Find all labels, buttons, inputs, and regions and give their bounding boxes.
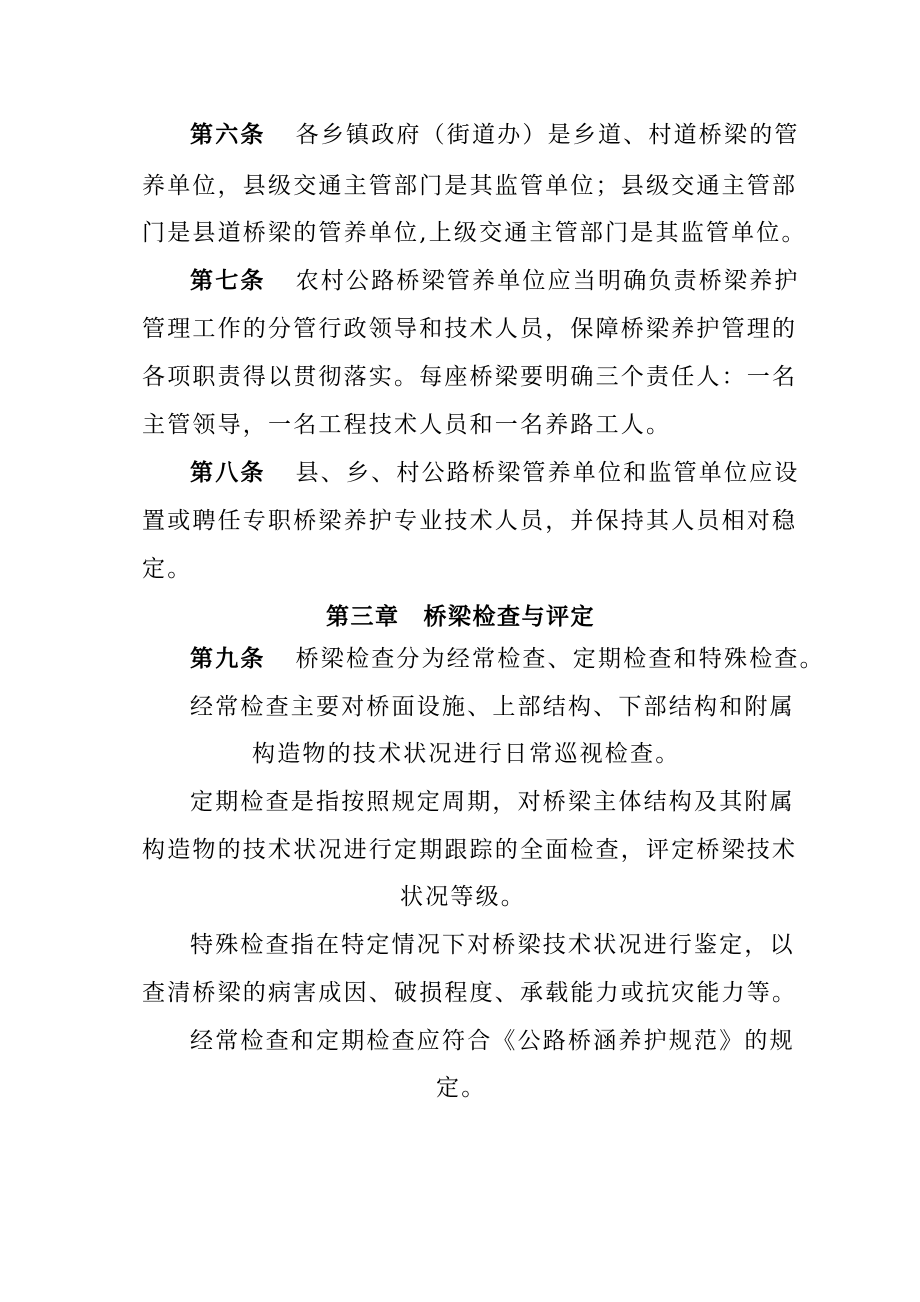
article-8-label: 第八条 xyxy=(190,459,266,486)
article-9-label: 第九条 xyxy=(190,645,266,672)
article-9-intro: 桥梁检查分为经常检查、定期检查和特殊检查。 xyxy=(295,646,825,672)
article-7-text-4: 主管领导，一名工程技术人员和一名养路工人。 xyxy=(142,412,672,438)
article-7-text-2: 管理工作的分管行政领导和技术人员，保障桥梁养护管理的 xyxy=(142,316,798,342)
article-6-text-3: 门是县道桥梁的管养单位,上级交通主管部门是其监管单位。 xyxy=(142,220,807,246)
article-8-first-line xyxy=(190,458,800,488)
special-inspection-text-1: 特殊检查指在特定情况下对桥梁技术状况进行鉴定，以 xyxy=(190,932,795,958)
article-6-label: 第六条 xyxy=(190,121,266,148)
article-9-first-line xyxy=(190,644,825,674)
article-7-label: 第七条 xyxy=(190,267,266,294)
chapter-3-title: 桥梁检查与评定 xyxy=(423,603,595,630)
periodic-inspection-text-3: 状况等级。 xyxy=(400,884,526,910)
article-6-text-2: 养单位，县级交通主管部门是其监管单位；县级交通主管部 xyxy=(142,173,798,199)
article-7-first-line xyxy=(190,266,800,296)
article-7-text-3: 各项职责得以贯彻落实。每座桥梁要明确三个责任人：一名 xyxy=(142,364,798,390)
periodic-inspection-text-2: 构造物的技术状况进行定期跟踪的全面检查，评定桥梁技术 xyxy=(142,837,798,863)
chapter-3-number: 第三章 xyxy=(326,603,400,630)
chapter-3-heading xyxy=(326,602,595,632)
article-8-text-3: 定。 xyxy=(142,556,193,582)
special-inspection-text-2: 查清桥梁的病害成因、破损程度、承载能力或抗灾能力等。 xyxy=(142,980,798,1006)
article-8-text-2: 置或聘任专职桥梁养护专业技术人员，并保持其人员相对稳 xyxy=(142,508,798,534)
regular-inspection-text-1: 经常检查主要对桥面设施、上部结构、下部结构和附属 xyxy=(190,694,795,720)
article-6-text-1: 各乡镇政府（街道办）是乡道、村道桥梁的管 xyxy=(295,122,800,148)
periodic-inspection-text-1: 定期检查是指按照规定周期，对桥梁主体结构及其附属 xyxy=(190,789,795,815)
article-8-text-1: 县、乡、村公路桥梁管养单位和监管单位应设 xyxy=(295,460,800,486)
standard-text-2: 定。 xyxy=(436,1075,487,1101)
standard-text-1: 经常检查和定期检查应符合《公路桥涵养护规范》的规 xyxy=(190,1028,795,1054)
article-7-text-1: 农村公路桥梁管养单位应当明确负责桥梁养护 xyxy=(295,268,800,294)
regular-inspection-text-2: 构造物的技术状况进行日常巡视检查。 xyxy=(252,741,681,767)
article-6-first-line xyxy=(190,120,800,150)
